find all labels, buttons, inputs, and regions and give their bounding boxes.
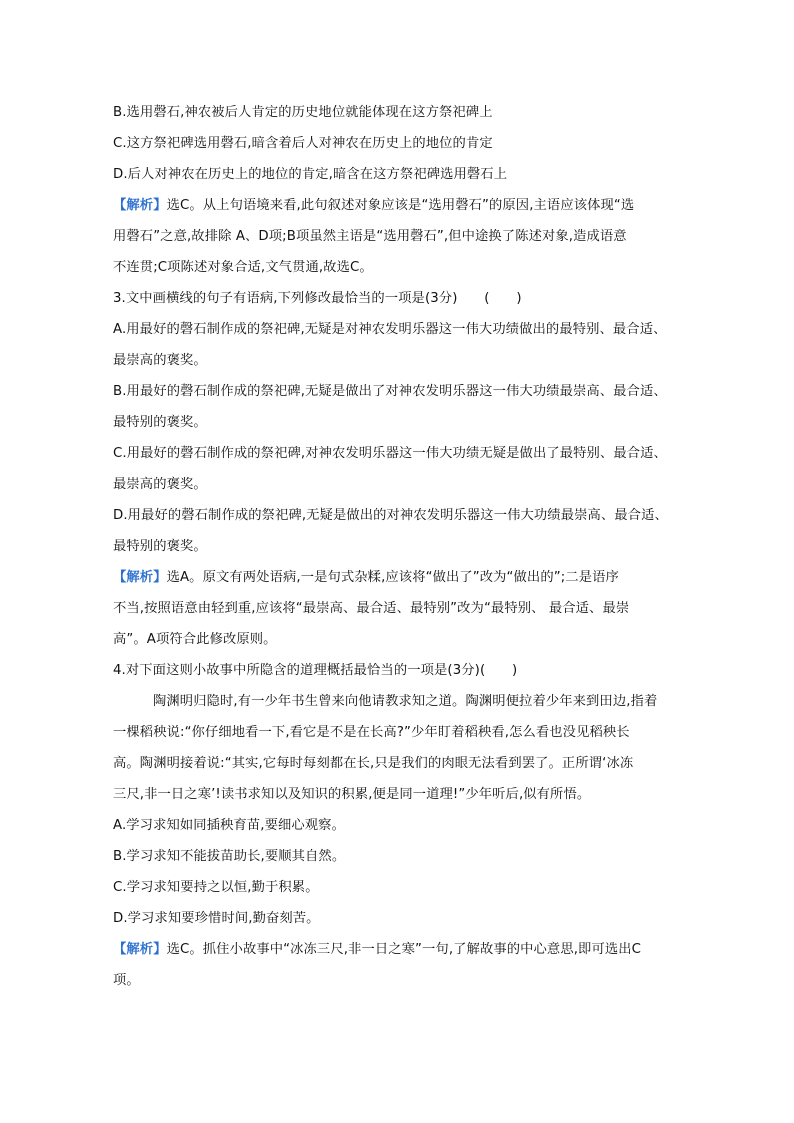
q4-option-b: B.学习求知不能拔苗助长,要顺其自然。 (113, 849, 346, 864)
q2-analysis-line: 用磬石”之意,故排除 A、D项;B项虽然主语是“选用磬石”,但中途换了陈述对象,造成语意 (113, 229, 627, 244)
analysis-tag: 【解析】 (113, 198, 167, 213)
document-body (113, 97, 683, 996)
q2-analysis-line: 【解析】选C。从上句语境来看,此句叙述对象应该是“选用磬石”的原因,主语应该体现“选 (113, 198, 635, 213)
q4-passage-line: 陶渊明归隐时,有一少年书生曾来向他请教求知之道。陶渊明便拉着少年来到田边,指着 (153, 694, 658, 709)
q2-option-c: C.这方祭祀碑选用磬石,暗含着后人对神农在历史上的地位的肯定 (113, 136, 493, 151)
q4-passage-line: 一棵稻秧说:“你仔细地看一下,看它是不是在长高?”少年盯着稻秧看,怎么看也没见稻秧长 (113, 725, 630, 740)
q4-passage-line: 三尺,非一日之寒’!读书求知以及知识的积累,便是同一道理!”少年听后,似有所悟。 (113, 787, 591, 802)
q2-option-b: B.选用磬石,神农被后人肯定的历史地位就能体现在这方祭祀碑上 (113, 105, 493, 120)
analysis-tag: 【解析】 (113, 942, 167, 957)
q3-option-c: C.用最好的磬石制作成的祭祀碑,对神农发明乐器这一伟大功绩无疑是做出了最特别、最合适、 (113, 446, 667, 461)
q4-analysis-line: 项。 (113, 973, 140, 988)
q3-option-d-cont: 最特别的褒奖。 (113, 539, 207, 554)
analysis-tag: 【解析】 (113, 570, 167, 585)
q3-stem: 3.文中画横线的句子有语病,下列修改最恰当的一项是(3分) ( ) (113, 291, 522, 306)
q3-analysis-line: 【解析】选A。原文有两处语病,一是句式杂糅,应该将“做出了”改为“做出的”;二是语序 (113, 570, 619, 585)
q3-analysis-line: 高”。A项符合此修改原则。 (113, 632, 277, 647)
q4-option-c: C.学习求知要持之以恒,勤于积累。 (113, 880, 319, 895)
q3-option-b: B.用最好的磬石制作成的祭祀碑,无疑是做出了对神农发明乐器这一伟大功绩最崇高、最合适、 (113, 384, 667, 399)
q3-analysis-line: 不当,按照语意由轻到重,应该将“最崇高、最合适、最特别”改为“最特别、 最合适、最崇 (113, 601, 630, 616)
q3-option-d: D.用最好的磬石制作成的祭祀碑,无疑是做出的对神农发明乐器这一伟大功绩最崇高、最合适、 (113, 508, 668, 523)
q3-option-a-cont: 最崇高的褒奖。 (113, 353, 207, 368)
q3-option-c-cont: 最崇高的褒奖。 (113, 477, 207, 492)
q2-analysis-line: 不连贯;C项陈述对象合适,文气贯通,故选C。 (113, 260, 373, 275)
q3-option-b-cont: 最特别的褒奖。 (113, 415, 207, 430)
q4-passage-line: 高。陶渊明接着说:“其实,它每时每刻都在长,只是我们的肉眼无法看到罢了。正所谓‘冰冻 (113, 756, 634, 771)
q4-option-d: D.学习求知要珍惜时间,勤奋刻苦。 (113, 911, 320, 926)
q2-option-d: D.后人对神农在历史上的地位的肯定,暗含在这方祭祀碑选用磬石上 (113, 167, 508, 182)
q4-stem: 4.对下面这则小故事中所隐含的道理概括最恰当的一项是(3分)( ) (113, 663, 518, 678)
q4-option-a: A.学习求知如同插秧育苗,要细心观察。 (113, 818, 345, 833)
q4-analysis-line: 【解析】选C。抓住小故事中“冰冻三尺,非一日之寒”一句,了解故事的中心意思,即可选出C (113, 942, 642, 957)
q3-option-a: A.用最好的磬石制作成的祭祀碑,无疑是对神农发明乐器这一伟大功绩做出的最特别、最合适、 (113, 322, 667, 337)
